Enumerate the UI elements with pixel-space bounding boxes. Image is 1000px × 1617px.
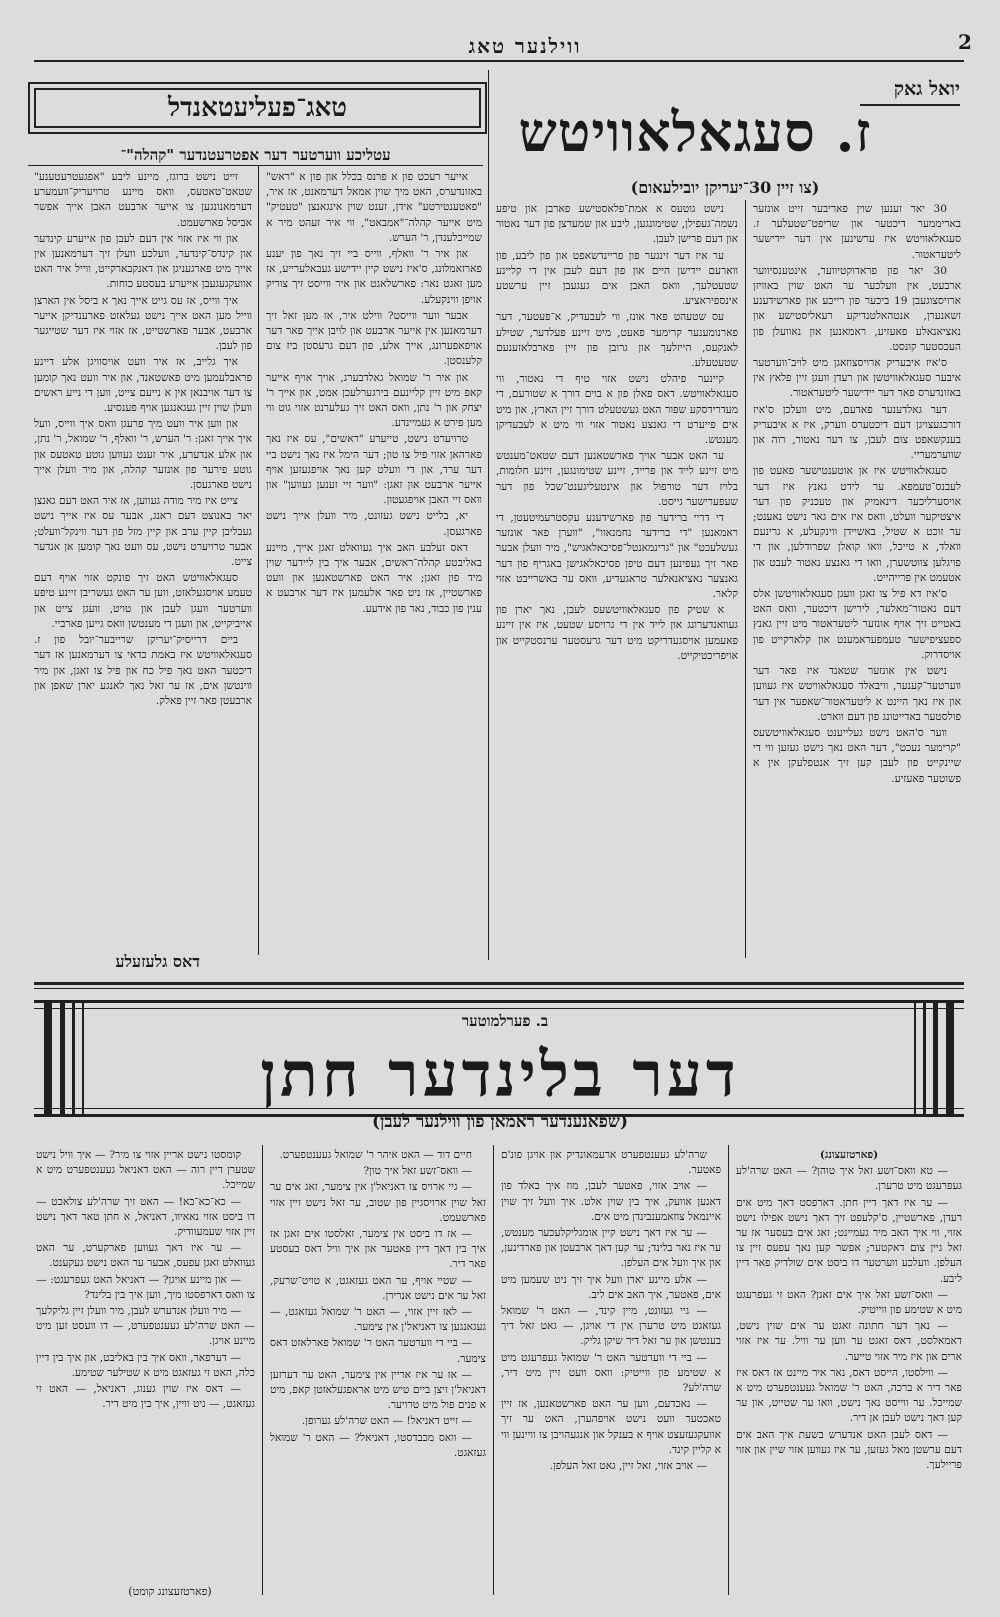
banner-pillar xyxy=(72,1000,75,1117)
paragraph: — דאס איז שוין גענוג, דאניאל, — האט זי געזאגט, — ניט וויין, איך בין מיט דיר. xyxy=(36,1383,255,1411)
continued-label: (פארטזעצונג) xyxy=(819,1149,879,1161)
banner-bar xyxy=(34,1008,964,1009)
banner-bar xyxy=(34,1000,964,1003)
serial-column-4 xyxy=(36,1148,255,1580)
banner-pillar xyxy=(44,1000,52,1117)
paragraph: — טא וואס־זשע זאל איך טוהן? — האט שרה'לע געפרעגט מיט טרערן. xyxy=(736,1165,962,1193)
banner-pillar xyxy=(914,1000,916,1117)
article-subtitle: (צו זיין 30־יעריקן יובילעאום) xyxy=(630,178,820,197)
paragraph: — מיר וועלן אנדערש לעבן, מיר וועלן זיין גליקלעך — האט שרה'לע געענטפערט, — דו וועסט זען מיט מיינע אויגן. xyxy=(36,1305,255,1348)
paragraph: נישט גוטעס א אמת־פלאסטישע פארבן און טיפע נשמה־געפילן, שטימונגען, ליבע און שמערצן פון דער נאטור און דעם פרישן לעבן. xyxy=(496,203,738,246)
paragraph: — זייט דאניאל! — האט שרה'לע גערופן. xyxy=(301,1415,472,1428)
paragraph: — ער איז דאך נישט קיין אומגליקלעכער מענטש, ער איז נאר בלינד; ער קען דאך ארבעטן און פארדינען, און איך וועל אים העלפן. xyxy=(501,1227,721,1270)
paragraph: — גיי ארויס צו דאניאל'ן אין צימער, זאג אים ער זאל שוין ארויסגיין פון שטוב, ער זאל נישט זיין אזוי פארשעמט. xyxy=(270,1181,486,1224)
page-number: 2 xyxy=(958,30,972,54)
column-divider xyxy=(258,165,259,955)
paragraph: דער גאלדענער פאדעם, מיט וועלכן ס'איז דורכגעצויגן דעם דיכטערס ווערק, איז א איבעריק בענקשאפט צום לעבן, צו דער נאטור, רוה און שווערמעריי. xyxy=(753,403,961,462)
serial-column-2 xyxy=(501,1148,721,1610)
paragraph: — נאך דער חתונה זאגט ער אים שוין נישט, דאמאלסט, דאס זאגט ער ווען ער וויל. ער איז אזוי ארים און איז מיר אזוי טייער. xyxy=(736,1320,962,1363)
paragraph: — וואס מכבדסטו, דאניאל? — האט ר' שמואל געזאגט. xyxy=(270,1431,486,1459)
paragraph: און איר ר' וואלף, ווייס ביי זיך נאך פון יענע פארזאמלונג, ס'איז נישט קיין יידישע געבאלערייע, אז מען זאגט נאר: פארשלאגט און איר ווייסט זיך צוריק אויפן ווינקעלע. xyxy=(266,248,482,306)
column-divider xyxy=(488,70,489,960)
header-rule xyxy=(34,60,964,62)
paragraph: די דריי ברידער פון פארשידענע עקסטרעמיטעטן, די ראמאנען "די ברידער נחמנאוו", "ווערן פאר אונזער געשלעכט" און "גרינמאנטל־פסיכאלאגיש", מיר וועלן אבער פאר זיך געפינען דעם טיפן פסיכאלאגישן באגריף פון דער גאנצער נאציאנאלער טראגעדיע, וואס ער באשרייבט אזוי קלאר. xyxy=(496,512,738,601)
serial-subtitle: (שפאנענדער ראמאן פון ווילנער לעבן) xyxy=(371,1112,628,1132)
feuilleton-subtitle: עטליכע ווערטער דער אפטרעטנדער "קהלה"־ xyxy=(120,146,391,164)
banner-pillar xyxy=(60,1000,65,1117)
paragraph: — אז דו ביסט אין צימער, זאלסטו אים זאגן אז איך בין דאך דיין פאטער און איך וויל דאס בעסטע פאר דיר. xyxy=(270,1228,486,1271)
paragraph: — נאכדעם, ווען ער האט פארשטאנען, אז זיין טאכטער וועט נישט אויפהערן, האט ער זיך אוועקגעזעצט אויף א בענקל און אנגעהויבן צו וויינען ווי א קליין קינד. xyxy=(501,1398,721,1456)
paragraph: איך ווייס, אז עס גייט אייך נאך א ביסל אין הארצן ווייל מען האט אייך נישט געלאזט פארענדיקן אייער ארבעט, אבער פארשטייט, אז אזוי איז דער שטייגער פון לעבן. xyxy=(34,294,252,353)
paragraph: ווער ס'האט נישט געלייענט סעגאלאוויטשעס "קרימער נעכט", דער האט נאך נישט געזען ווי די שיינקייט פון לעבן קען זיך אנטפלעקן אין א פשוטער פאעזיע. xyxy=(753,726,961,785)
paragraph: — גיי געזונט, מיין קינד, — האט ר' שמואל געזאגט מיט טרערן אין די אויגן, — גאט זאל דיך בענטשן און ער זאל דיר שיקן גליק. xyxy=(501,1305,721,1348)
column-divider xyxy=(728,1145,729,1595)
paragraph: טרויערט נישט, טייערע "ראשים", עס איז נאך פארהאן אזוי פיל צו טון; דער הימל איז נאך נישט ביי דער ערד, און די וועלט קען נאך אויפגעזען אויף אייער ארבעט און זאגן: "ווער זיי זענען געווען" און וואס זיי האבן אויפגעטון. xyxy=(266,433,482,507)
paragraph: — וואס־זשע זאל איך אים זאגן? האט זי געפרעגט מיט א שטימע פון ווייטיק. xyxy=(736,1288,962,1317)
serial-continued-note: (פארטזעצונג קומט) xyxy=(128,1585,212,1598)
section-rule xyxy=(34,982,964,985)
paragraph: זייט נישט ברוגז, מיינע ליבע "אפגעטרעטענע" שטאט־טאטעס, וואס מיינע טרויעריק־וועמערע דערמאנונגען צו אייער ארבעט האבן אייך אפשר אביסל פארשעמט. xyxy=(34,171,252,229)
serial-column-3 xyxy=(270,1148,486,1610)
paragraph: — לאז זיין אזוי, — האט ר' שמואל געזאגט, — געגאנגען צו דאניאל'ן אין צימער. xyxy=(270,1306,486,1334)
paragraph: דאס זעלבע האב איך געוואלט זאגן אייך, מיינע באליבטע קהלה־ראשים, אבער איך בין ליידער שוין מיד פון זאגן; איר האט פארשטאנען און וועט פארשטיין, אז ניט פאר אלעמען איז דער ארבעט א ענין פון כבוד, נאר פון אידעע. xyxy=(266,541,482,615)
feuilleton-header-box xyxy=(28,82,487,134)
column-divider xyxy=(493,1145,494,1595)
article-column-right xyxy=(753,202,961,954)
masthead-title: ווילנער טאג xyxy=(468,34,582,58)
paragraph: — אויב אזוי, פאטער לעבן, מוז איך באלד פון דאנען אוועק, איך בין שוין אלט. איך וועל זיך שוין איינמאל צוזאמענבינדן מיט אים. xyxy=(501,1180,721,1223)
paragraph: 30 יאר פון פראדוקטיווער, אינטענסיווער ארבעט, אין וועלכער ער האט שוין באוויזן ארויסצוגעבן 19 ביכער פון רייכע און פארשידענע זשאנערן, אנטהאלטנדיקע רעאליסטישע און נאציאנאלע פאעזיע, ראמאנען און נאוועלן פון העכסטער קונסט. xyxy=(753,264,961,353)
paragraph: — שטיי אויף, ער האט געזאגט, א טויט־שרעק, זאל ער אים נישט אנרירן. xyxy=(270,1274,486,1302)
banner-pillar xyxy=(923,1000,926,1117)
paragraph: אייער רעכט פון א פרנס בכלל און פון א "ראש" באזונדערס, האט מיך שוין אמאל דערמאנט, אז איר, "פאטענטירטע" אידן, זענט שוין אינגאנצן "טעטיק" מיט אייער קהלה־"אמבאט", ווי איר זעהט מיר א שמייכלענדן, ר' הערש. xyxy=(266,171,482,244)
column-divider xyxy=(745,200,746,958)
paragraph: חיים דוד — האט איהר ר' שמואל געענטפערט. xyxy=(279,1149,472,1161)
feuilleton-column-left xyxy=(34,170,252,950)
article-author: יואל גאק xyxy=(860,78,960,106)
paragraph: — ביי די ווערטער האט ר' שמואל פארלאזט דאס צימער. xyxy=(270,1337,486,1365)
paragraph: ער האט אבער אויך פארשטאנען דעם שטאט־מענטש מיט זיינע לייד און פרייד, זיינע שטימונגען, זיינע חלומות, בלויז דער טורפול און אינטעליגענט־שכל פון דער שעפערישער גייסט. xyxy=(496,450,738,508)
paragraph: — דאס לעבן האט אנדערש בשעת איך האב אים דעם ערשטן מאל געזען, ער איז געווען אזוי שיין און אזוי פריילעך. xyxy=(736,1428,962,1472)
feuilleton-header: טאג־פעליעטאנדל xyxy=(168,93,348,123)
banner-pillar xyxy=(946,1000,954,1117)
serial-column-1 xyxy=(736,1148,962,1610)
paragraph: ער איז דער זינגער פון פריינדשאפט און פון ליבע, פון ווארעם יידישן היים און פון דעם לעבן אין די קליינע שטעטלעך, וואס האבן אים געגעבן זיין ערשטע אינספיראציע. xyxy=(496,249,738,308)
paragraph: ביים דרייסיק־יעריקן שרייבער־יובל פון ז. סעגאלאוויטש איז באמת כדאי צו דערמאנען אז דער דיכטער האט נאך פיל כח און פיל צו זאגן, און מיר ווינטשן אים, אז ער זאל נאך לאנגע יארן שאפן און ארבעטן פאר זיין פאלק. xyxy=(34,634,252,707)
serial-author: ב. פערלמוטער xyxy=(461,1012,549,1030)
paragraph: — אלע מיינע יארן וועל איך זיך ניט שעמען מיט אים, פאטער, איך האב אים ליב. xyxy=(501,1273,721,1301)
paragraph: שרה'לע געענטפערט ארעמאונדיק און אויגן פונ'ם פאטער. xyxy=(501,1149,721,1177)
paragraph: און ווי איז אזוי אין דעם לעבן פון אייערע קינדער און קינדס־קינדער, וועלכע וועלן זיך דערמאנען אין אייך מיט פארגעניגן און דאנקבארקייט, ווייל איר האט אוועקגעגעבן אייערע בעסטע כוחות. xyxy=(34,232,252,291)
article-title: ז. סעגאלאוויטש xyxy=(518,100,872,164)
paragraph: סעגאלאוויטש האט זיך פונקט אזוי אויף דעם טעמע אויסגעלאזט, ווען ער האט געשריבן זיינע טיפע ווערטער וועגן לעבן און טויט, וועגן צייט און אייביקייט, און וועגן די מענטשן וואס גייען פארביי. xyxy=(34,572,252,630)
paragraph: קיינער פיהלט נישט אזוי טיף די נאטור, ווי סעגאלאוויטש. דאס פאלן פון א בוים דורך א שטורעם, די מעדרידסקע שפור האט געשטעלט דורך זיין הארץ, און מיט אים פייערט די גאנצע נאטור אזוי ווי מיט א לעבעדיקן מענטש. xyxy=(496,373,738,447)
paragraph: אבער ווער ווייסט? ווילט איר, אז מען זאל זיך דערמאנען אין אייער ארבעט און לויבן אייך פאר דער אויפאפערונג, אייך אלע, פון דעם גרעסטן ביז צום קלענסטן. xyxy=(266,309,482,368)
paragraph: קומסטו נישט אריין אזוי צו מיר? — איך וויל נישט שטערן דיין רוה — האט דאניאל געענטפערט מיט א שמייכל. xyxy=(36,1149,255,1192)
banner-pillar xyxy=(82,1000,84,1117)
section-rule-thin xyxy=(34,988,964,989)
paragraph: נישט אין אונזער שטאנד איז פאר דער ווערטער־קענער, וויבאלד סעגאלאוויטש איז געווען און איז נאך היינט א ליטעראטור־שאפער אין דער פולסטער באדייטונג פון דעם ווארט. xyxy=(753,665,961,723)
paragraph: א שטיק פון סעגאלאוויטשעס לעבן, נאך יארן פון געוואנדערונג און לייד אין די גרויסע שטעט, איז אין זיינע פאעמען אויסגעדריקט מיט דער גרעסטער ערנסטקייט און אויפריכטיקייט. xyxy=(496,604,738,662)
paragraph: ס'איז איבעריק ארויסצוזאגן מיט לויב־ווערטער איבער סעגאלאוויטשן און רעדן וועגן זיין פלאץ אין באזונדערס פאר דער יידישער ליטעראטור. xyxy=(753,357,961,400)
banner-pillar xyxy=(933,1000,938,1117)
paragraph: — און מיינע אויגן? — דאניאל האט געפרעגט: — צו וואס דארפסטו מיך, ווען איך בין בלינד? xyxy=(36,1273,255,1301)
paragraph: — אז ער איז אריין אין צימער, האט ער דערזען דאניאל'ן זיצן ביים טיש מיט אראפגעלאזטן קאפ, מיט א פנים פול מיט טרויער. xyxy=(270,1368,486,1412)
article-column-middle xyxy=(496,202,738,954)
paragraph: און איר ר' שמואל גאלדבערג, אויך אויף אייער קאפ מיט זיין קליינעם בירגערלעכן אמט, און אייך ר' יצחק און ר' נתן, וואס האט זיך געלערנט אזוי גוט ווי מען פירט א געמיינדע. xyxy=(266,371,482,430)
feuilleton-signature: דאס גלעזעלע xyxy=(115,952,200,971)
paragraph: — וואס־זשע זאל איך טון? xyxy=(363,1165,472,1178)
feuilleton-column-right xyxy=(266,170,482,930)
paragraph: עס שטעהט פאר אונז, ווי לעבעדיק, א־פעטער, דער פארנומענער קרימער פאעט, מיט זיינע פעלדער, שטילע לאנקעס, הייזלעך און גרובן פון זיין פארבלאזענעם שטעטעלע. xyxy=(496,311,738,370)
column-divider xyxy=(262,1145,263,1595)
serial-title: דער בלינדער חתן xyxy=(260,1038,740,1111)
paragraph: 30 יאר זענען שוין פאריבער זייט אונזער באריממער דיכטער און שריפט־שטעלער ז. סעגאלאוויטש איז ערשינען אין דער יידישער ליטעראטור. xyxy=(753,203,961,261)
paragraph: און ווען איר וועט מיך פרעגן וואס איך ווייס, וועל איך אייך זאגן: ר' הערש, ר' וואלף, ר' שמואל, ר' נתן, און אלע אנדערע, איר זענט געווען גוטע טאטעס און גוטע פירער פון אונזער קהלה, און מיר וועלן אייך נישט פארגעסן. xyxy=(34,418,252,492)
paragraph: יא, בלייט נישט געזונט, מיר וועלן אייך נישט פארגעסן. xyxy=(266,510,482,538)
paragraph: — כא־כא־כא! — האט זיך שרה'לע צולאכט — דו ביסט אזוי נאאיוו, דאניאל, א חתן טאר דאך נישט זיין אזוי שעמעוודיק. xyxy=(36,1195,255,1239)
paragraph: ס'איז דא פיל צו זאגן וועגן סעגאלאוויטשן אלס דעם נאטור־מאלער, לירישן דיכטער, וואס האט באטייט זיך אויף אונזער ליטעראטור מיט זיין גאנץ ספעציפישער טעמפעראמענט און קלארקייט פון אויסדרוק. xyxy=(753,588,961,661)
paragraph: — ער איז דאך דיין חתן. דארפסט דאך מיט אים רעדן, פארשטיין, ס'קלעפט זיך דאך נישט אפילו נישט אזוי, ווי איך האב מיר געמיינט; זאג אים בעסער אז ער זאל גיין צום דאקטער; אפשר קען נאך עפעס זיין צו העלפן. וועלכע ווערטער דו ביסט אים שולדיק פאר דיין ליבע. xyxy=(736,1196,962,1285)
paragraph: — דערפאר, וואס איך בין באליבט, און איך בין דיין כלה, האט זי געזאגט מיט א שטילער שטימע. xyxy=(36,1351,255,1379)
paragraph: — ער איז דאך געווען פארקערט, ער האט געוואלט זאגן עפעס, אבער ער האט נישט געקענט. xyxy=(36,1242,255,1270)
feuilleton-rule xyxy=(28,165,483,166)
paragraph: סעגאלאוויטש איז אן אוטענטישער פאעט פון לעבנס־טעמפא. ער לידט גאנץ איז דער אויסערליכער דינאמיק און טעכניק פון דער איצטיקער וועלט, וואס איז אים גאר נישט נאענט; ער זוכט א שטיל, באשיידן ווינקעלע, א גרינעם וואלד, א טייכל, וואו קואלן שפרודלען, און די פויגלען צווטשערן, וואו די גאנצע נאטור לעבט און אטעמט אין פרייהייט. xyxy=(753,465,961,584)
paragraph: צייט איז מיר מודה געווען, אז איר האט דעם גאנצן יאר באנוצט דעם ראנג, אבער עס איז אייך נישט געבליבן קיין ערב און קיין מזל פון דער ווינקל־וועלט; אבער טרויערט נישט, עס וועט נאך קומען אן אנדער צייט. xyxy=(34,495,252,569)
paragraph: איך גלייב, אז איר וועט אויסוויגן אלע דיינע פראבלעמען מיט פאשטאנד, און איר וועט נאך קומען צו דער אויבנאן אין א נייעם צייט, ווען די נייע ראשים וועלן שוין זיין געגאנגען אויף פענסיע. xyxy=(34,356,252,415)
paragraph: — ביי די ווערטער האט ר' שמואל געפרעגט מיט א שטימע פון ווייטיק: וואס וועט זיין מיט דיר, שרה'לע? xyxy=(501,1351,721,1395)
paragraph: — אויב אזוי, זאל זיין, גאט זאל העלפן. xyxy=(549,1460,707,1473)
paragraph: — ווילסטו, הייסט דאס, נאר איר מיינט אז דאס איז פאר דיר א ברכה, האט ר' שמואל געענטפערט מיט א שמייכל. ער ווייסט נאך נישט, וואו ער שטייט, און ער קען דאך נישט לעבן אן דיר. xyxy=(736,1366,962,1425)
